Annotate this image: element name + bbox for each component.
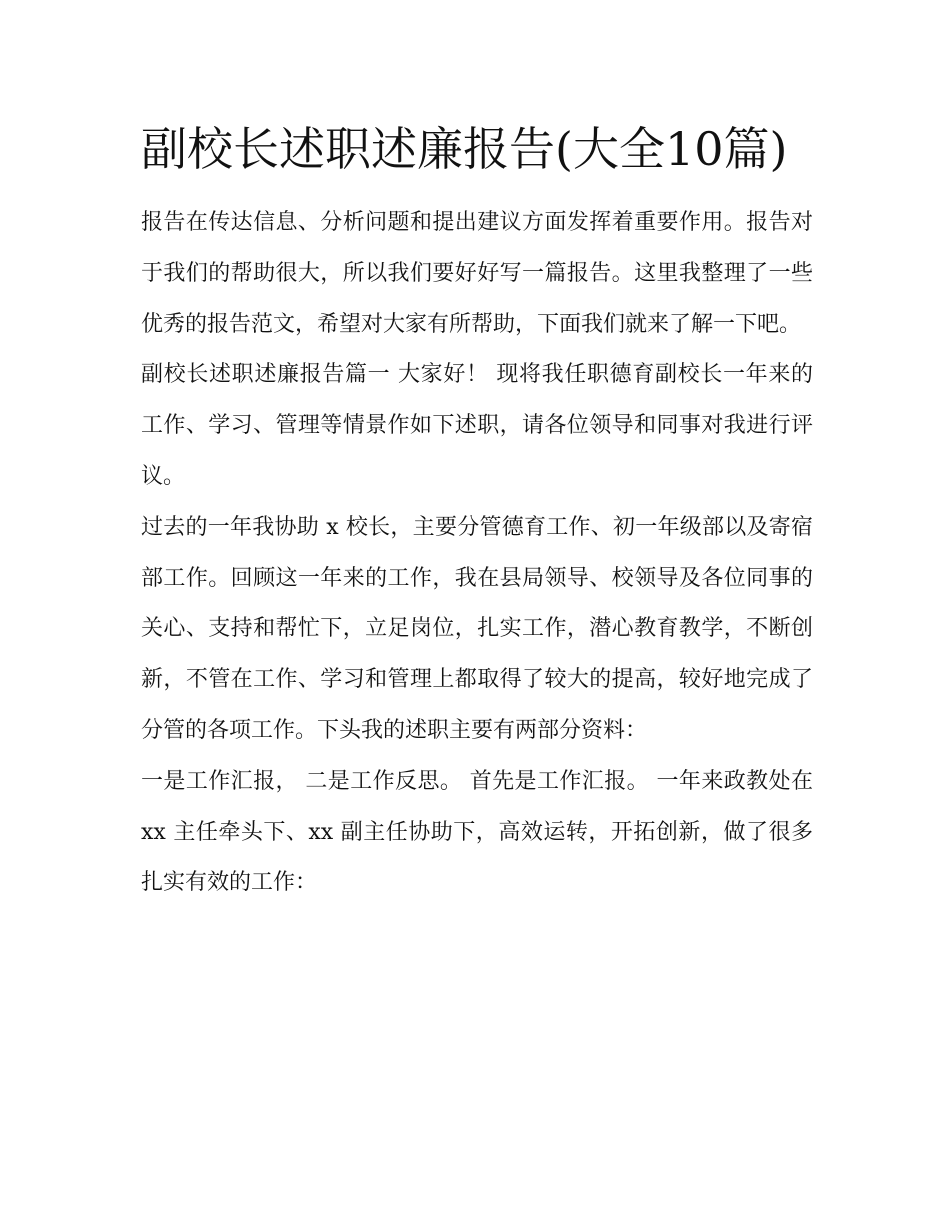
document-body: [141, 112, 813, 909]
document-title: 副校长述职述廉报告(大全10篇): [141, 122, 788, 176]
paragraph-greeting: 副校长述职述廉报告篇一 大家好！ 现将我任职德育副校长一年来的工作、学习、管理等情景作如下述职，请各位领导和同事对我进行评议。: [141, 362, 813, 489]
paragraph-work-report: 一是工作汇报， 二是工作反思。 首先是工作汇报。 一年来政教处在 xx 主任牵头下、xx 副主任协助下，高效运转，开拓创新，做了很多扎实有效的工作：: [141, 768, 813, 896]
paragraph-review: 过去的一年我协助 x 校长，主要分管德育工作、初一年级部以及寄宿部工作。回顾这一年来的工作，我在县局领导、校领导及各位同事的关心、支持和帮忙下，立足岗位，扎实工作，潜心教育教学，不断创新，不管在工作、学习和管理上都取得了较大的提高，较好地完成了分管的各项工作。下头我的述职主要有两部分资料：: [141, 514, 813, 743]
paragraph-intro: 报告在传达信息、分析问题和提出建议方面发挥着重要作用。报告对于我们的帮助很大，所以我们要好好写一篇报告。这里我整理了一些优秀的报告范文，希望对大家有所帮助，下面我们就来了解一下吧。: [141, 210, 813, 337]
paragraph-list: [141, 198, 813, 909]
